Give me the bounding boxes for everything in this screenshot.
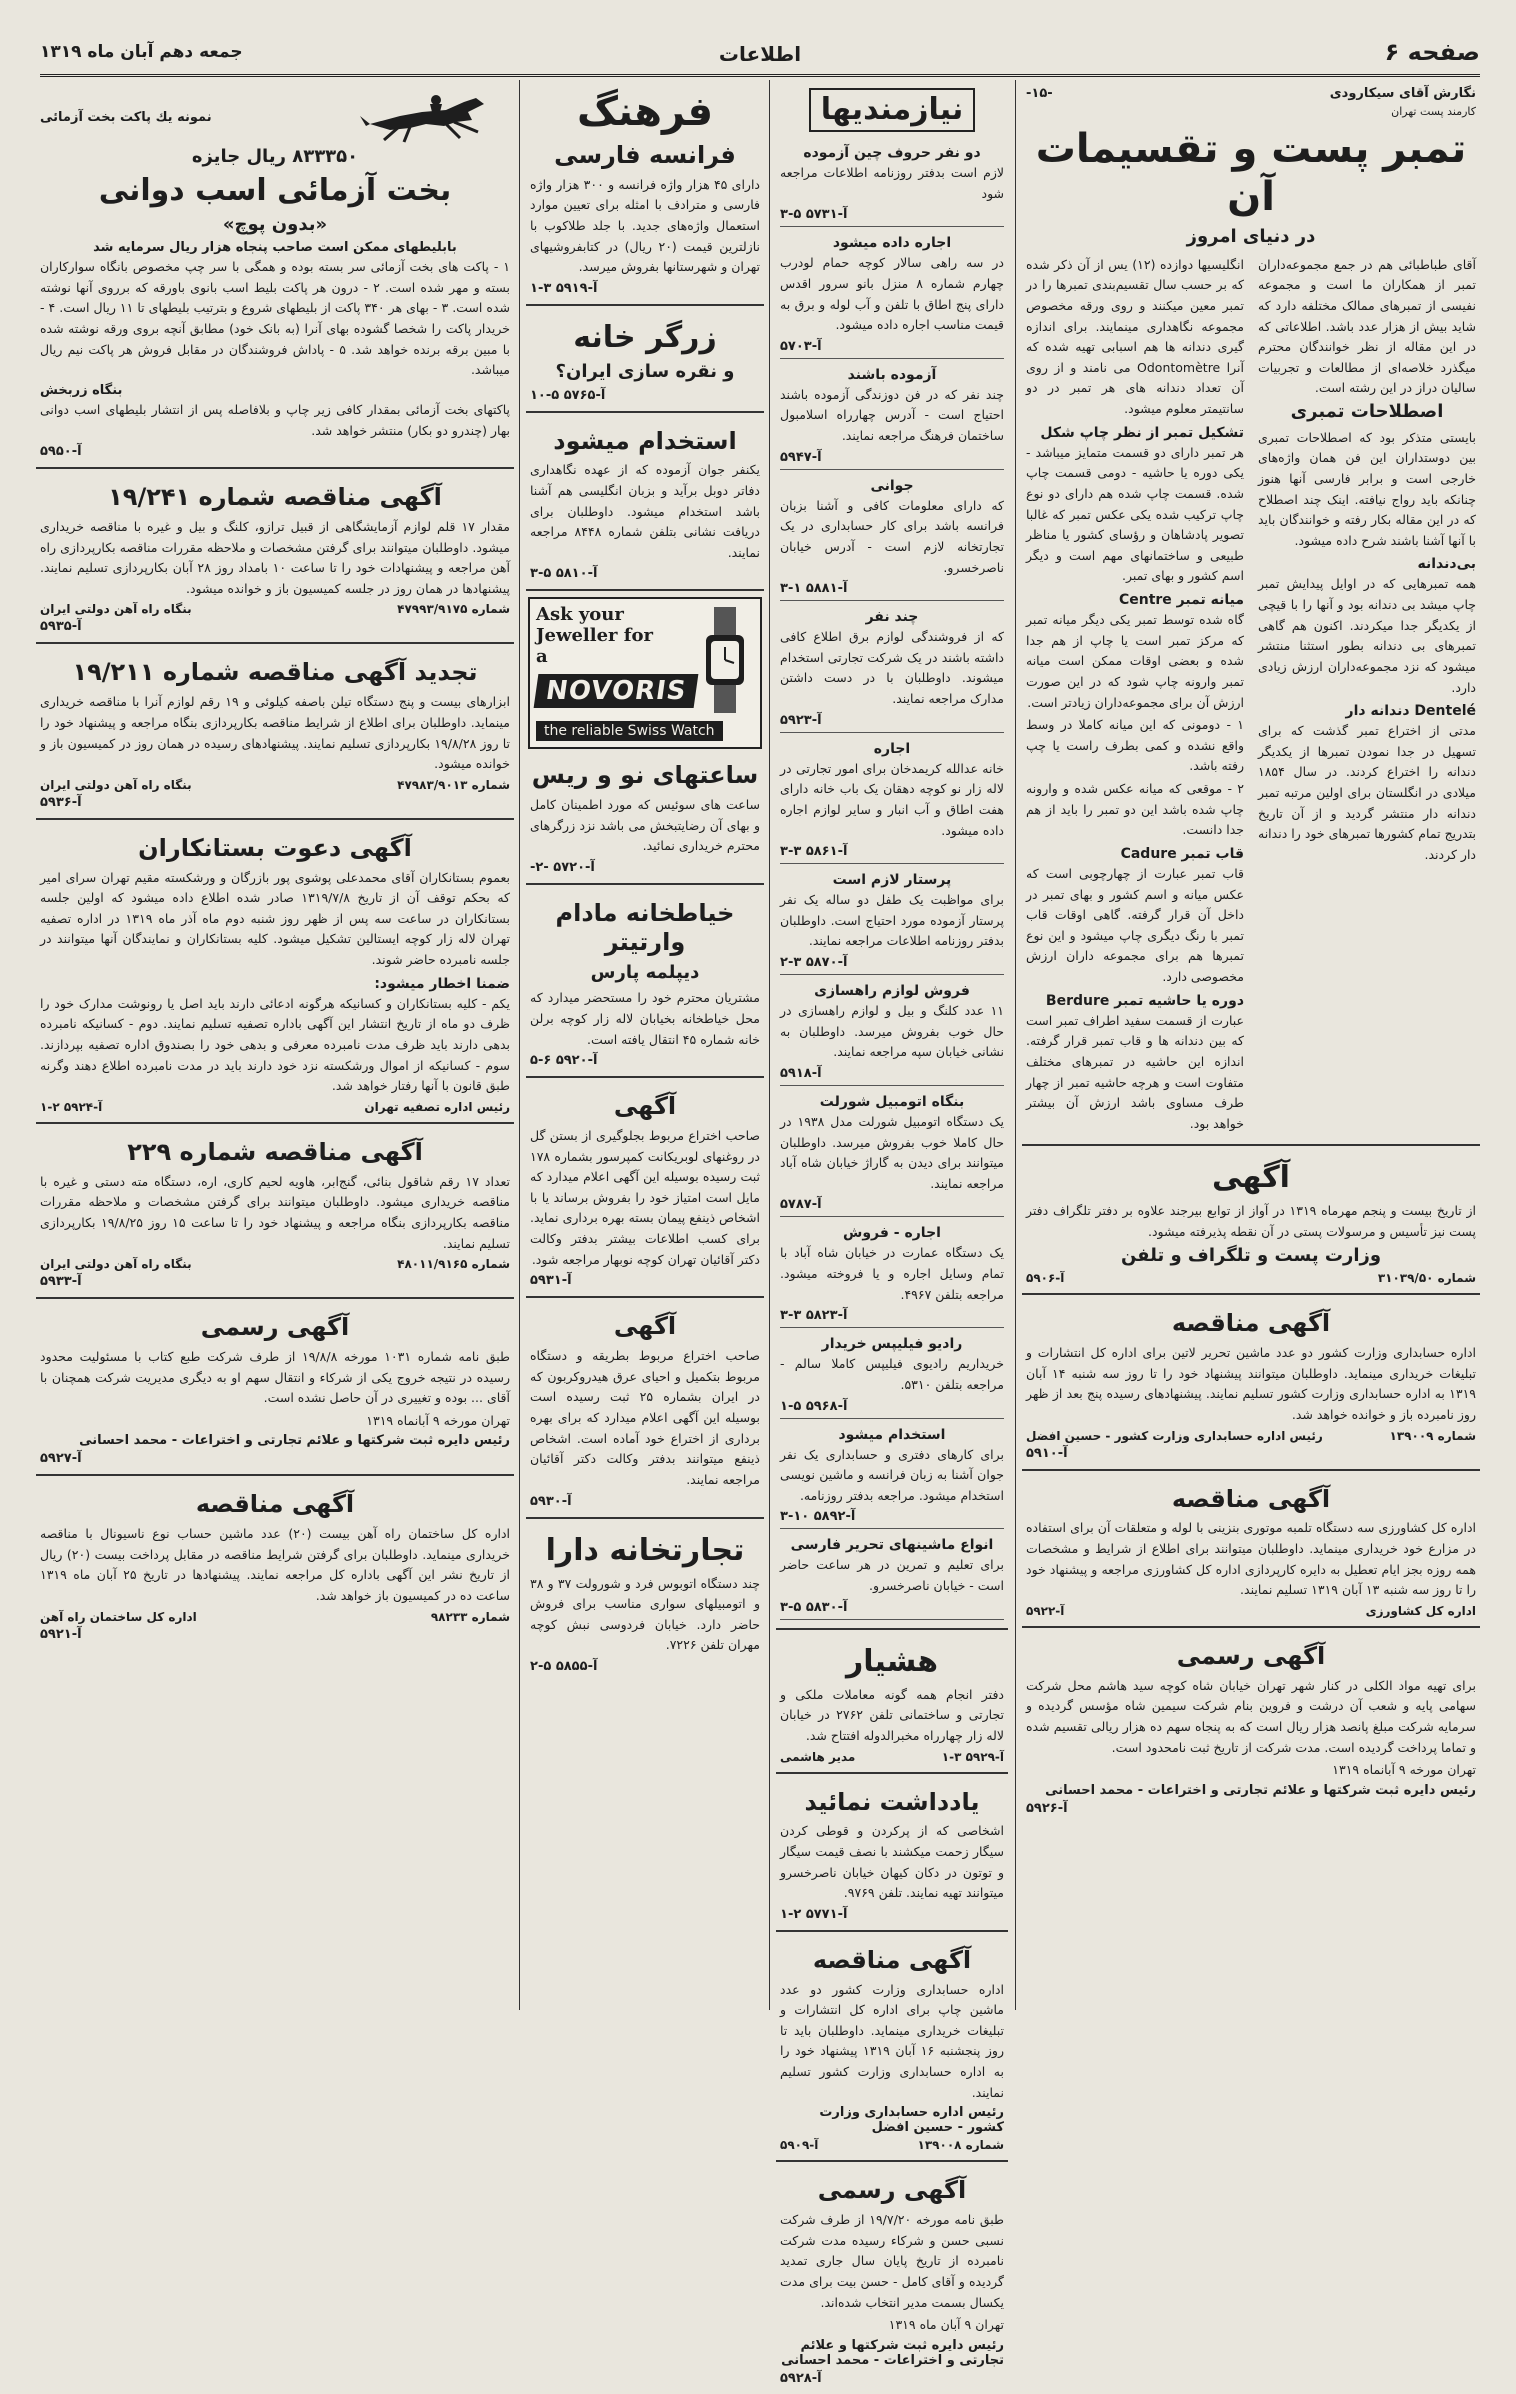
classified-item bbox=[780, 1086, 1004, 1218]
classified-code: آ-۵۷۸۷ bbox=[780, 1197, 822, 1213]
article-section-heading: تشکیل تمبر از نظر چاپ شکل bbox=[1040, 424, 1244, 441]
ad-hoshyar bbox=[776, 1636, 1008, 1774]
classified-text: خریداریم رادیوی فیلیپس کاملا سالم - مراجعه بتلفن ۵۳۱۰. bbox=[780, 1356, 1004, 1392]
ad-sign: رئیس دایره ثبت شرکتها و علائم تجارتی و اختراعات - محمد احسانی bbox=[1045, 1782, 1476, 1798]
column-rule bbox=[769, 80, 770, 2010]
ad-title: فرهنگ bbox=[576, 89, 714, 135]
watch-ad-line: Jeweller for bbox=[536, 625, 654, 647]
classified-item bbox=[780, 137, 1004, 227]
ad-title: آگهی مناقصه bbox=[1171, 1484, 1331, 1513]
ad-patent-1 bbox=[526, 1084, 764, 1298]
classified-heading: بنگاه اتومبیل شورلت bbox=[819, 1093, 965, 1110]
article-title: تمبر پست و تقسیمات آن bbox=[1035, 126, 1467, 221]
ad-title: ساعتهای نو و ریس bbox=[531, 761, 759, 790]
ad-title: آگهی مناقصه bbox=[195, 1490, 355, 1519]
ad-number: شماره ۱۳۹۰۰۸ bbox=[917, 2138, 1004, 2153]
article-paragraph: بایستی متذکر بود که اصطلاحات تمبری بین دوستداران این فن همان واژه‌های خارجی است و برابر فارسی آنها هنوز چنانکه باید رواج نیافته. اینک چند اصطلاح که در این مقاله بکار رفته و خوانندگان باید با آنها آشنا باشند شرح داده میشود. bbox=[1258, 429, 1476, 548]
classified-heading: چند نفر bbox=[865, 609, 919, 626]
ad-code: آ-۵۹۱۰ bbox=[1026, 1445, 1068, 1461]
ad-code: آ-۵۹۲۹ ۳-۱ bbox=[941, 1749, 1004, 1764]
classified-heading: اجاره - فروش bbox=[843, 1225, 941, 1242]
ad-subtitle: و نقره سازی ایران؟ bbox=[555, 360, 735, 382]
article-paragraph: گاه شده توسط تمبر یکی دیگر میانه تمبر که مرکز تمبر است یا چاپ از هم جدا شده و بعضی اوقات ممکن است میانه تمبر وارونه چاپ شود که در این صورت ارزش آن برای مجموعه‌داران زیادتر است. bbox=[1026, 612, 1244, 710]
ad-code: آ-۵۹۰۶ bbox=[1026, 1271, 1065, 1286]
classified-text: یک دستگاه عمارت در خیابان شاه آباد با تمام وسایل اجاره و یا فروخته میشود. مراجعه بتلفن ۴۹۶۷. bbox=[780, 1245, 1004, 1302]
article-subtitle: در دنیای امروز bbox=[1186, 226, 1316, 248]
lottery-lead: بابلیطهای ممکن است صاحب پنجاه هزار ریال سرمایه شد bbox=[93, 240, 457, 256]
lottery-prize: ۸۳۳۳۵۰ ریال جایزه bbox=[191, 146, 359, 167]
ad-title: آگهی مناقصه شماره ۲۲۹ bbox=[127, 1137, 423, 1166]
ad-title: آگهی مناقصه bbox=[812, 1945, 972, 1974]
classified-code: آ-۵۸۷۰ ۳-۲ bbox=[780, 955, 848, 970]
article-paragraph: همه تمبرهایی که در اوایل پیدایش تمبر چاپ میشد بی دندانه بود و آنها را با قیچی از یکدیگر جدا میکردند. اکنون هم گاهی تمبرهای بی دندانه بطور استثنا منتشر میشود که نزد مجموعه‌داران ارزش زیادی دارد. bbox=[1258, 576, 1476, 695]
ad-sign: رئیس دایره ثبت شرکتها و علائم تجارتی و اختراعات - محمد احسانی bbox=[781, 2337, 1004, 2368]
ad-code: آ-۵۸۵۵ ۵-۲ bbox=[530, 1659, 598, 1675]
ad-text: طبق نامه شماره ۱۰۳۱ مورخه ۱۹/۸/۸ از طرف شرکت طبع کتاب با مسئولیت محدود رسیده در نتیجه خروج یکی از شرکاء و انتقال سهم او به دیگری مدیریت شرکت همچنان با آقای ... بوده و تغییری در آن حاصل نشده است. bbox=[40, 1348, 510, 1406]
classified-code: آ-۵۸۸۱ ۱-۳ bbox=[780, 581, 848, 597]
classified-code: آ-۵۹۱۸ bbox=[780, 1065, 822, 1081]
page-number: صفحه ۶ bbox=[1384, 38, 1480, 66]
ad-code: آ-۵۹۵۰ bbox=[40, 444, 82, 460]
ad-text: مشتریان محترم خود را مستحضر میدارد که محل خیاطخانه بخیابان لاله زار کوچه برلن خانه شماره ۴۵ انتقال یافته است. bbox=[530, 990, 760, 1047]
classified-item bbox=[780, 1217, 1004, 1328]
column-1 bbox=[1022, 80, 1480, 2010]
racehorse-illustration bbox=[360, 90, 510, 144]
ad-title: آگهی رسمی bbox=[200, 1313, 350, 1342]
classified-text: برای تعلیم و تمرین در هر ساعت حاضر است - خیابان ناصرخسرو. bbox=[780, 1557, 1004, 1593]
classified-text: چند نفر که در فن دوزندگی آزموده باشند احتیاج است - آدرس چهارراه اسلامبول ساختمان فرهنگ مراجعه نمایند. bbox=[780, 386, 1004, 443]
ad-text: صاحب اختراع مربوط بطریقه و دستگاه مربوط بتکمیل و احیای عرق هیدروکربون که در ایران بشماره ۲۵ ثبت رسیده است بوسیله این آگهی اعلام میدارد که برای بهره برداری از اختراع خود آماده است. اشخاص ذینفع میتوانند بدفتر وکالت دکتر آقائیان مراجعه نمایند. bbox=[530, 1348, 760, 1487]
classified-code: آ-۵۹۲۳ bbox=[780, 712, 822, 728]
ad-code: آ-۵۹۰۹ bbox=[780, 2138, 819, 2153]
ad-text: از تاریخ بیست و پنجم مهرماه ۱۳۱۹ در آواز از توابع بیرجند علاوه بر دفتر تلگراف دفتر پست نیز تأسیس و مرسولات پستی در آن نقطه پذیرفته میشود. bbox=[1026, 1203, 1477, 1240]
column-2 bbox=[776, 80, 1008, 2386]
article-byline-sub: کارمند پست تهران bbox=[1391, 105, 1476, 118]
ad-text: دارای ۴۵ هزار واژه فرانسه و ۳۰۰ هزار واژه فارسی و مترادف با امثله برای تعیین موارد استعمال واژه‌های جدید. با جلد طلاکوب با نازلترین قیمت (۲۰ ریال) در کتابفروشیهای تهران و شهرستانها بفروش میرسد. bbox=[530, 176, 760, 275]
classified-heading: دو نفر حروف چین آزموده bbox=[803, 145, 981, 161]
lottery-rules: ۱ - پاکت های بخت آزمائی سر بسته بوده و همگی با سر چپ مخصوص بانگاه سوارکاران بسته و مهر شده است. ۲ - درون هر پاکت بلیط اسب بانوی باورقه که برروی آنها نوشته شده است. ۳ - بهای هر ۳۴۰ پاکت از بلیطهای شروع و بترتیب بلیطهای تا ۱۱ ریال است. ۴ - خریدار پاکت را شخصا گشوده بهای آنرا (به بانک خود) مطابق آنچه بروی ورقه نوشته شده با مبین برقه برنده خواهد شد. ۵ - پاداش فروشندگان در مقابل فروش هر پاکت نیم ریال میباشد. bbox=[40, 259, 511, 378]
ad-subtitle: فرانسه فارسی bbox=[554, 141, 736, 169]
ad-code: آ-۵۹۳۵ bbox=[40, 619, 82, 635]
classified-item bbox=[780, 1328, 1004, 1418]
ad-number: شماره ۹۸۲۳۳ bbox=[430, 1609, 510, 1624]
ad-code: آ-۵۹۲۱ bbox=[40, 1626, 82, 1642]
classified-item bbox=[780, 470, 1004, 602]
article-section-heading: بی‌دندانه bbox=[1417, 556, 1476, 573]
ad-code: آ-۵۹۲۴ ۲-۱ bbox=[40, 1099, 103, 1114]
article-paragraph: مدتی از اختراع تمبر گذشت که برای تسهیل در جدا نمودن تمبرها از یکدیگر دندانه را اختراع کردند. در سال ۱۸۵۴ میلادی در انگلستان برای اولین مرتبه تمبر دندانه دار منتشر گردید و از آن تاریخ بتدریج تمام کشورها تمبرهای خود را دندانه دار کردند. bbox=[1258, 723, 1476, 862]
watch-ad-line: Ask your bbox=[536, 604, 624, 626]
classified-heading: انواع ماشینهای تحریر فارسی bbox=[790, 1537, 994, 1554]
classified-code: آ-۵۸۶۱ ۳-۳ bbox=[780, 844, 848, 860]
column-rule bbox=[1015, 80, 1016, 2010]
ad-title: تجدید آگهی مناقصه شماره ۱۹/۲۱۱ bbox=[72, 658, 478, 687]
masthead bbox=[40, 22, 1480, 77]
lottery-header: نمونه یك پاکت بخت آزمائی bbox=[40, 109, 212, 125]
ad-number: شماره ۳۱۰۳۹/۵۰ bbox=[1377, 1271, 1476, 1286]
classified-text: که از فروشندگی لوازم برق اطلاع کافی داشته باشند در یک شرکت تجارتی استخدام میشوند. داوطلبان با در دست داشتن مدارک مراجعه نمایند. bbox=[780, 629, 1004, 706]
classified-item bbox=[780, 864, 1004, 975]
ad-tender-19211 bbox=[36, 650, 514, 819]
ad-goldsmith bbox=[526, 312, 764, 413]
ad-title: آگهی مناقصه شماره ۱۹/۲۴۱ bbox=[108, 483, 442, 512]
ad-text: اشخاصی که از پرکردن و قوطی کردن سیگار زحمت میکشند با نصف قیمت سیگار و توتون در دکان کیهان خیابان ناصرخسرو میتوانند تهیه نمایند. تلفن ۹۷۶۹. bbox=[780, 1823, 1004, 1901]
classified-text: یک دستگاه اتومبیل شورلت مدل ۱۹۳۸ در حال کاملا خوب بفروش میرسد. داوطلبان میتوانند برای دیدن به گاراژ خیابان شاه آباد مراجعه نمایند. bbox=[780, 1113, 1004, 1191]
ad-text: برای تهیه مواد الکلی در کنار شهر تهران خیابان شاه کوچه سید هاشم محل شرکت سهامی پایه و شعب آن درشت و فروین بنام شرکت سیمین شاه مؤسس گردیده و سرمایه شرکت مبلغ پانصد هزار ریال است که به پنجاه سهم ده هزار ریالی تقسیم شده و تماما پرداخت گردیده است. مدت شرکت از تاریخ ثبت نامحدود است. bbox=[1026, 1677, 1476, 1755]
ad-tender-229 bbox=[36, 1130, 514, 1299]
classified-code: آ-۵۷۳۱ ۵-۳ bbox=[780, 207, 848, 223]
ad-code: آ-۵۸۱۰ ۵-۳ bbox=[530, 566, 598, 582]
classified-code: آ-۵۸۳۰ ۵-۳ bbox=[780, 1599, 848, 1615]
ad-org: بنگاه راه آهن دولتی ایران bbox=[40, 777, 192, 792]
ad-tender-typewriters bbox=[1022, 1301, 1480, 1470]
ad-text: اداره حسابداری وزارت کشور دو عدد ماشین چاپ برای اداره کل انتشارات و تبلیغات خریداری مینماید. داوطلبان باید تا روز پنجشنبه ۱۶ آبان ۱۳۱۹ پیشنهاد خود را به اداره حسابداری وزارت کشور تسلیم نمایند. bbox=[780, 1981, 1005, 2100]
ad-title: آگهی رسمی bbox=[1176, 1641, 1326, 1670]
ad-code: آ-۵۹۳۱ bbox=[530, 1273, 572, 1289]
ad-title: آگهی رسمی bbox=[817, 2176, 967, 2205]
article-intro: آقای طباطبائی هم در جمع مجموعه‌داران تمبر از همکاران ما است و مجموعه نفیسی از تمبرهای ممالک مختلفه دارد که شاید بیش از هزار عدد باشد. اطلاعاتی که در این مقاله از نظر خوانندگان محترم میگذرد خلاصه‌ای از مطالعات و تجربیات سالیان دراز در این رشته است. bbox=[1258, 256, 1476, 396]
classified-heading: اجاره داده میشود bbox=[832, 235, 952, 252]
ad-warning-title: ضمنا اخطار میشود: bbox=[374, 975, 510, 992]
lottery-note: «بدون پوچ» bbox=[222, 213, 328, 235]
ad-code: آ-۵۹۲۷ bbox=[40, 1451, 82, 1467]
classified-heading: استخدام میشود bbox=[838, 1426, 946, 1443]
ad-dictionary bbox=[526, 80, 764, 306]
classified-item bbox=[780, 359, 1004, 470]
classified-code: آ-۵۸۲۳ ۳-۳ bbox=[780, 1308, 848, 1324]
classified-list bbox=[780, 137, 1004, 1620]
classified-item bbox=[780, 227, 1004, 359]
ad-code: آ-۵۹۳۳ bbox=[40, 1274, 82, 1290]
ad-text: اداره حسابداری وزارت کشور دو عدد ماشین تحریر لاتین برای اداره کل انتشارات و تبلیغات خریداری مینماید. داوطلبان میتوانند پیشنهاد خود را تا روز سه شنبه ۱۴ آبان ۱۳۱۹ به اداره حسابداری وزارت کشور تسلیم نمایند. پیشنهادهای رسیده پنج بعد از ظهر روز نامبرده باز و خوانده خواهد شد. bbox=[1026, 1345, 1476, 1422]
classified-heading: پرستار لازم است bbox=[832, 872, 952, 889]
ad-text: دفتر انجام همه گونه معاملات ملکی و تجارتی و ساختمانی تلفن ۲۷۶۲ در خیابان لاله زار چهارراه مخبرالدوله افتتاح شد. bbox=[780, 1686, 1005, 1743]
classified-item bbox=[780, 1419, 1004, 1530]
classified-code: آ-۵۹۶۸ ۵-۱ bbox=[780, 1398, 848, 1414]
classified-text: که دارای معلومات کافی و آشنا بزبان فرانسه باشد برای کار حسابداری در یک تجارتخانه لازم است - آدرس خیابان ناصرخسرو. bbox=[780, 497, 1004, 575]
ad-code: آ-۵۷۷۱ ۲-۱ bbox=[780, 1906, 848, 1922]
ad-date: تهران ۹ آبان ماه ۱۳۱۹ bbox=[888, 2317, 1004, 2333]
ad-org: بنگاه راه آهن دولتی ایران bbox=[40, 602, 192, 617]
ad-text: مقدار ۱۷ قلم لوازم آزمایشگاهی از قبیل ترازو، کلنگ و بیل و غیره با مناقصه خریداری میشود. داوطلبان میتوانند برای گرفتن مشخصات و ملاحظه مقررات مناقصه بکارپردازی راه آهن مراجعه و پیشنهادات خود را تا ساعت ۱۰ بامداد روز ۲۸ آبان بکارپردازی تسلیم نمایند. پیشنهادها در همان روز در جلسه کمیسیون باز و خوانده میشود. bbox=[40, 518, 510, 596]
ad-sign: رئیس اداره حسابداری وزارت کشور - حسین افضل bbox=[819, 2105, 1004, 2136]
ad-sign: رئیس اداره تصفیه تهران bbox=[364, 1099, 510, 1114]
ad-text: طبق نامه مورخه ۱۹/۷/۲۰ از طرف شرکت نسبی حسن و شرکاء رسیده مدت شرکت نامبرده از تاریخ پایان سال جاری تمدید گردیده و آقای کامل - حسن بیت برای مدت یکسال بسمت مدیر انتخاب شده‌اند. bbox=[780, 2212, 1004, 2310]
classified-text: خانه عدالله کریمدخان برای امور تجارتی در لاله زار نو کوچه دهقان یک باب خانه دارای هفت اطاق و آب انبار و سایر لوازم اجاره داده میشود. bbox=[780, 760, 1004, 838]
ad-code: آ-۵۹۳۶ bbox=[40, 794, 82, 810]
ad-title: آگهی bbox=[613, 1312, 677, 1341]
ad-tender-agriculture bbox=[1022, 1477, 1480, 1628]
ad-patent-2 bbox=[526, 1304, 764, 1518]
ad-title: آگهی bbox=[613, 1092, 677, 1121]
ad-code: آ-۵۷۶۵ ۵-۱۰ bbox=[530, 387, 606, 403]
ad-number: شماره ۴۷۹۹۳/۹۱۷۵ bbox=[397, 602, 510, 617]
ad-code: آ-۵۹۳۰ bbox=[530, 1493, 572, 1509]
ad-official-partnership bbox=[776, 2168, 1008, 2394]
issue-date: جمعه دهم آبان ماه ۱۳۱۹ bbox=[40, 42, 243, 62]
ad-code: آ-۵۹۲۸ bbox=[780, 2370, 822, 2386]
classified-text: برای کارهای دفتری و حسابداری یک نفر جوان آشنا به زبان فرانسه و ماشین نویسی استخدام میشود. مراجعه بدفتر روزنامه. bbox=[780, 1446, 1004, 1503]
article-section-heading: میانه تمبر Centre bbox=[1118, 592, 1244, 609]
watch-tagline: the reliable Swiss Watch bbox=[536, 721, 723, 741]
article-stamps bbox=[1022, 80, 1480, 1146]
article-section-heading: دندانه دار Dentelé bbox=[1345, 703, 1476, 720]
classified-text: در سه راهی سالار کوچه حمام لودرب چهارم شماره ۸ منزل بانو سرور اقدس دارای پنج اطاق با تلفن و آب لوله و برق به قیمت مناسب اجاره داده میشود. bbox=[780, 255, 1004, 333]
wristwatch-icon bbox=[696, 605, 754, 715]
classified-code: آ-۵۷۰۳ bbox=[780, 338, 822, 354]
ad-date: تهران مورخه ۹ آبانماه ۱۳۱۹ bbox=[366, 1412, 510, 1428]
ad-sign: رئیس دایره ثبت شرکتها و علائم تجارتی و اختراعات - محمد احسانی bbox=[79, 1433, 510, 1449]
ad-post-office bbox=[1022, 1152, 1480, 1295]
ad-title: یادداشت نمائید bbox=[804, 1787, 980, 1816]
ad-yaddasht bbox=[776, 1780, 1008, 1932]
ad-tailor bbox=[526, 891, 764, 1078]
ad-tender-19241 bbox=[36, 475, 514, 644]
ad-text: بعموم بستانکاران آقای محمدعلی پوشوی پور بازرگان و ورشکسته مقیم تهران سرای امیر که بحکم توقف آن از تاریخ ۱۳۱۹/۷/۸ صادر شده اطلاع داده میشود که اولین جلسه بستانکاران در ساعت سه پس از ظهر روز شنبه دوم ماه آذر ماه ۱۳۱۹ در اداره تصفیه تهران لاله زار کوچه ایستالین تشکیل میشود. کلیه بستانکاران و نمایندگان آنها میتوانند در جلسه نامبرده حاضر شوند. bbox=[40, 869, 510, 968]
ad-title: تجارتخانه دارا bbox=[545, 1532, 745, 1568]
paper-name: اطلاعات bbox=[718, 42, 802, 66]
article-paragraph: هر تمبر دارای دو قسمت متمایز میباشد - یکی دوره یا حاشیه - دومی قسمت چاپ شده. قسمت چاپ شده هم دارای دو نوع چاپ ترکیب شده یکی عکس تمبر که غالبا تصویر پادشاهان و رؤسای کشور یا مناظر طبیعی و ساختمانهای مهم است و دیگر اسم کشور و بهای تمبر. bbox=[1026, 444, 1244, 584]
classified-item bbox=[780, 601, 1004, 733]
column-3 bbox=[526, 80, 764, 2010]
article-section-heading: قاب تمبر Cadure bbox=[1120, 845, 1244, 862]
article-list-item: ۱ - دومونی که این میانه کاملا در وسط واقع نشده و کمی بطرف راست یا چپ رفته باشد. bbox=[1026, 717, 1244, 774]
lottery-org: بنگاه زربخش bbox=[40, 382, 123, 398]
classified-text: لازم است بدفتر روزنامه اطلاعات مراجعه شود bbox=[780, 165, 1004, 201]
article-section-heading: اصطلاحات تمبری bbox=[1290, 401, 1444, 423]
lottery-footer: پاکتهای بخت آزمائی بمقدار کافی زیر چاپ و بلافاصله پس از انتشار بلیطهای اسب دوانی بهار (چندرو دو بکار) منتشر خواهد شد. bbox=[40, 401, 510, 438]
ad-date: تهران مورخه ۹ آبانماه ۱۳۱۹ bbox=[1332, 1762, 1476, 1778]
ad-code: آ-۵۹۲۶ bbox=[1026, 1800, 1068, 1816]
ad-text: صاحب اختراع مربوط بجلوگیری از بستن گل در روغنهای لوبریکانت کمپرسور بشماره ۱۷۸ ثبت رسیده بوسیله این آگهی اعلام میدارد که مایل است امتیاز خود را بفروش برساند یا با اشخاص ذینفع پیمان بسته بهره برداری نماید. برای کسب اطلاعات بیشتر بدفتر وکالت دکتر آقائیان تهران کوچه نوبهار مراجعه شود. bbox=[530, 1127, 760, 1267]
ad-creditors bbox=[36, 826, 514, 1124]
ad-hiring bbox=[526, 419, 764, 592]
article-byline: نگارش آقای سیکارودی bbox=[1329, 86, 1476, 101]
ad-text: اداره کل ساختمان راه آهن بیست (۲۰) عدد ماشین حساب نوع ناسیونال با مناقصه خریداری مینماید. داوطلبان برای گرفتن شرایط مناقصه در مقابل پرداخت بیست (۲۰) ریال از تاریخ نشر این آگهی باداره کل مراجعه نمایند. پیشنهادها در تاریخ ۲۵ آبان ماه ۱۳۱۹ ساعت ده در کمیسیون باز خواهد شد. bbox=[40, 1526, 510, 1604]
ad-title: زرگر خانه bbox=[573, 319, 717, 355]
ad-number: شماره ۴۸۰۱۱/۹۱۶۵ bbox=[397, 1257, 510, 1272]
ad-code: آ-۵۹۲۲ bbox=[1026, 1603, 1065, 1618]
ad-org: وزارت پست و تلگراف و تلفن bbox=[1120, 1244, 1382, 1266]
ad-number: شماره ۴۷۹۸۳/۹۰۱۳ bbox=[397, 777, 510, 792]
classified-code: آ-۵۸۹۲ ۱۰-۳ bbox=[780, 1509, 856, 1525]
ad-text: اداره کل کشاورزی سه دستگاه تلمبه موتوری بنزینی با لوله و متعلقات آن برای استفاده در مزارع خود خریداری مینماید. داوطلبان میتوانند برای اطلاع از شرایط و مشخصات همه روزه بجز ایام تعطیل به دایره کارپردازی اداره کل کشاورزی مراجعه و پیشنهاد خود را تا روز سه شنبه ۱۳ آبان ۱۳۱۹ تسلیم نمایند. bbox=[1026, 1520, 1476, 1598]
ad-code: آ-۵۷۲۰ -۲- bbox=[530, 860, 595, 876]
classified-code: آ-۵۹۴۷ bbox=[780, 449, 822, 465]
ad-text: یکنفر جوان آزموده که از عهده نگاهداری دفاتر دوبل برآید و بزبان انگلیسی هم آشنا باشد استخدام میشود. داوطلبان برای دریافت نشانی بتلفن شماره ۸۴۴۸ مراجعه نمایند. bbox=[530, 462, 761, 560]
ad-title: آگهی مناقصه bbox=[1171, 1309, 1331, 1338]
ad-code: آ-۵۹۲۰ ۶-۵ bbox=[530, 1053, 598, 1069]
watch-ad-line: a bbox=[536, 645, 548, 667]
classifieds bbox=[776, 80, 1008, 1630]
article-paragraph: عبارت از قسمت سفید اطراف تمبر است که بین دندانه ها و قاب تمبر قرار گرفته. اندازه این حاشیه در تمبرهای مختلف متفاوت است و هرچه حاشیه تمبر از چهار طرف مساوی باشد ارزش آن بیشتر خواهد بود. bbox=[1026, 1012, 1244, 1131]
article-section-heading: دوره یا حاشیه تمبر Berdure bbox=[1045, 992, 1244, 1009]
ad-tender-railway bbox=[36, 1482, 514, 1649]
article-code: -۱۵- bbox=[1026, 86, 1053, 101]
column-4 bbox=[36, 80, 514, 2010]
classified-text: برای مواظبت یک طفل دو ساله یک نفر پرستار آزموده مورد احتیاج است. داوطلبان بدفتر روزنامه اطلاعات مراجعه نمایند. bbox=[780, 892, 1004, 949]
classified-heading: فروش لوازم راهسازی bbox=[814, 983, 970, 999]
ad-org: اداره کل کشاورزی bbox=[1365, 1603, 1476, 1618]
ad-title: آگهی bbox=[1212, 1160, 1290, 1196]
article-paragraph: انگلیسیها دوازده (۱۲) یس از آن ذکر شده که بر حسب سال تقسیم‌بندی تمبرها را در تمبر معین میکنند و روی ورقه مخصوص مجموعه نگاهداری مینمایند. برای اندازه گیری دندانه ها هم اسبابی تهیه شده که آنرا Odontomètre می نامند و از روی آن تعداد دندانه های هر تمبر در دو سانتیمتر معلوم میشود. bbox=[1026, 256, 1245, 417]
ad-official-company bbox=[1022, 1634, 1480, 1824]
novoris-watch-ad bbox=[528, 597, 762, 749]
ad-sign: مدیر هاشمی bbox=[780, 1749, 856, 1764]
ad-text: تعداد ۱۷ رقم شاقول بنائی، گنج‌ابر، هاویه لحیم کاری، اره، دستگاه مته دستی و غیره با مناقصه خریداری میشود. داوطلبان میتوانند برای گرفتن مشخصات و ملاحظه مقررات مناقصه بکارپردازی بنگاه مراجعه و پیشنهاد خود را تا ساعت ۱۵ روز ۱۹/۸/۲۵ بکارپردازی تسلیم نمایند. bbox=[40, 1173, 510, 1251]
watch-brand-logo: NOVORIS bbox=[534, 674, 699, 708]
ad-title: آگهی دعوت بستانکاران bbox=[138, 833, 412, 862]
ad-warning-text: یکم - کلیه بستانکاران و کسانیکه هرگونه ادعائی دارند باید اصل یا رونوشت مدارک خود را ظرف دو ماه از تاریخ انتشار این آگهی باداره تصفیه تسلیم نمایند. دوم - کسانیکه نامبرده بدهی دارند باید ظرف مدت نامبرده معرفی و بدهی خود را بصندوق اداره تصفیه بپردازند. سوم - کسانیکه از اموال ورشکسته نزد خود دارند باید در مدت نامبرده اطلاع دهند وگرنه طبق قانون با آنها رفتار خواهد شد. bbox=[40, 995, 510, 1094]
ad-text: ساعت های سوئیس که مورد اطمینان کامل و بهای آن رضایتبخش می باشد نزد زرگرهای محترم خریداری نمائید. bbox=[530, 797, 760, 854]
classified-item bbox=[780, 1529, 1004, 1619]
lottery-title: بخت آزمائی اسب دوانی bbox=[98, 172, 452, 208]
article-list-item: ۲ - موقعی که میانه عکس شده و وارونه چاپ شده باشد این دو تمبر را باید از هم جدا دانست. bbox=[1026, 781, 1244, 838]
classified-item bbox=[780, 975, 1004, 1086]
ad-lottery bbox=[36, 80, 514, 469]
ad-dara-trading bbox=[526, 1525, 764, 1683]
ad-tender-print-machines bbox=[776, 1938, 1008, 2163]
ad-subtitle: دیپلمه پارس bbox=[590, 961, 700, 983]
ad-title: خیاطخانه مادام وارتیتر bbox=[555, 899, 735, 956]
ad-org: اداره کل ساختمان راه آهن bbox=[40, 1609, 197, 1624]
article-paragraph: قاب تمبر عبارت از چهارچوبی است که عکس میانه و اسم کشور و بهای تمبر در داخل آن قرار گرفته. گاهی اوقات قاب تمبر با رنگ دیگری چاپ میشود و این نوع تمبرها هم برای مجموعه داران ارزش مخصوصی دارد. bbox=[1026, 865, 1244, 985]
classified-text: ۱۱ عدد کلنگ و بیل و لوازم راهسازی در حال خوب بفروش میرسد. داوطلبان به نشانی خیابان سپه مراجعه نمایند. bbox=[780, 1003, 1004, 1060]
ad-number: شماره ۱۳۹۰۰۹ bbox=[1389, 1428, 1476, 1443]
ad-official-book-company bbox=[36, 1305, 514, 1476]
ad-sign: رئیس اداره حسابداری وزارت کشور - حسین افضل bbox=[1026, 1428, 1323, 1443]
classified-item bbox=[780, 733, 1004, 865]
ad-text: ابزارهای بیست و پنج دستگاه تیلن باصفه کیلوئی و ۱۹ رقم لوازم آنرا با مناقصه خریداری مینماید. داوطلبان برای اطلاع از شرایط مناقصه بکارپردازی بنگاه مراجعه و پیشنهاد خود را تا روز ۱۹/۸/۲۸ بکارپردازی تسلیم نمایند. پیشنهادهای رسیده در همان روز در کمیسیون باز و خوانده میشود. bbox=[40, 694, 511, 772]
ad-org: بنگاه راه آهن دولتی ایران bbox=[40, 1257, 192, 1272]
ad-novoris bbox=[526, 753, 764, 885]
ad-text: چند دستگاه اتوبوس فرد و شورولت ۳۷ و ۳۸ و اتومبیلهای سواری مناسب برای فروش حاضر دارد. خیابان فردوسی نبش کوچه مهران تلفن ۷۲۲۶. bbox=[530, 1575, 760, 1653]
classified-heading: جوانی bbox=[870, 477, 914, 494]
classified-heading: اجاره bbox=[873, 740, 911, 757]
ad-title: هشیار bbox=[845, 1643, 939, 1679]
classified-heading: رادیو فیلیپس خریدار bbox=[821, 1336, 963, 1353]
column-rule bbox=[519, 80, 520, 2010]
classifieds-title: نیازمندیها bbox=[809, 88, 976, 132]
ad-code: آ-۵۹۱۹ ۳-۱ bbox=[530, 280, 598, 296]
ad-title: استخدام میشود bbox=[553, 426, 737, 455]
classified-heading: آزموده باشند bbox=[847, 366, 937, 383]
